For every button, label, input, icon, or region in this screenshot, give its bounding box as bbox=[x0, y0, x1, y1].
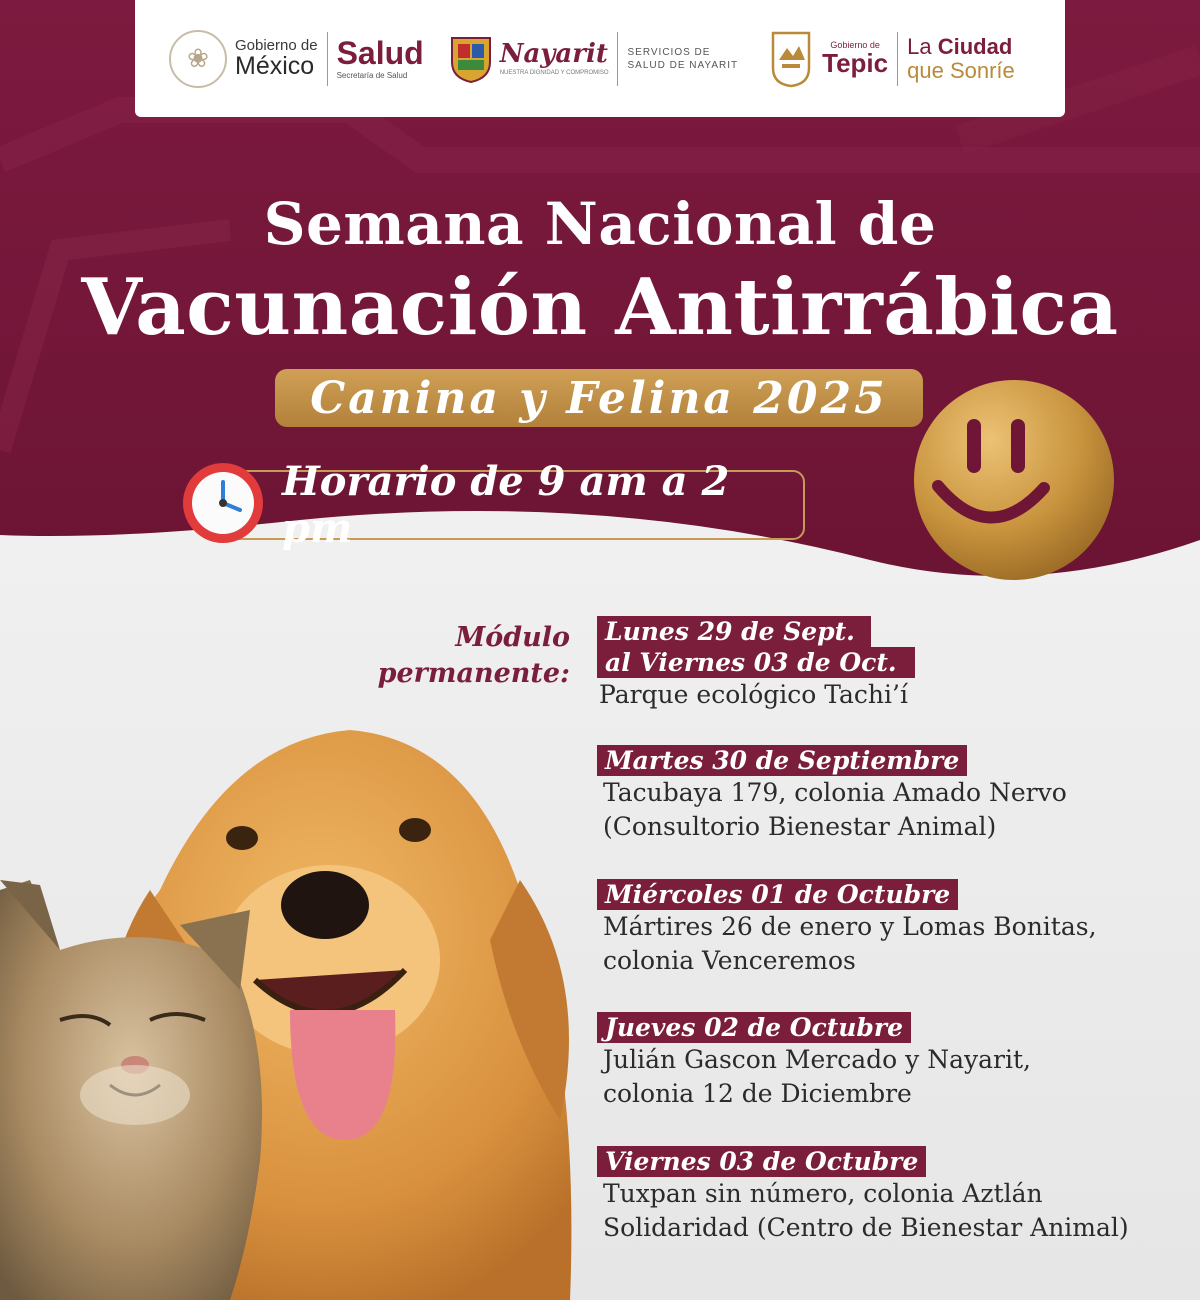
address-line: colonia Venceremos bbox=[603, 946, 856, 975]
address-line: Tacubaya 179, colonia Amado Nervo bbox=[603, 778, 1067, 807]
address-line: Parque ecológico Tachi’í bbox=[599, 680, 908, 709]
date-tag: Viernes 03 de Octubre bbox=[597, 1146, 926, 1177]
date-tag: al Viernes 03 de Oct. bbox=[597, 647, 915, 678]
salud-sub: Secretaría de Salud bbox=[336, 71, 408, 80]
gobierno-line2: México bbox=[235, 52, 315, 81]
logo-bar bbox=[135, 0, 1065, 117]
tepic-small: Gobierno de bbox=[830, 40, 880, 50]
nayarit-sub: NUESTRA DIGNIDAD Y COMPROMISO bbox=[499, 70, 609, 76]
smiley-face-icon bbox=[912, 378, 1116, 582]
divider bbox=[617, 32, 618, 86]
title-line1: Semana Nacional de bbox=[263, 190, 937, 258]
subtitle-pill bbox=[275, 369, 923, 427]
schedule-entry bbox=[597, 745, 1197, 844]
schedule-entry bbox=[597, 1012, 1197, 1111]
servicios-line2: SALUD DE NAYARIT bbox=[627, 59, 739, 71]
address-line: Tuxpan sin número, colonia Aztlán bbox=[603, 1179, 1043, 1208]
ciudad-la: La bbox=[907, 34, 938, 60]
salud-label: Salud bbox=[336, 35, 424, 71]
address-line: Mártires 26 de enero y Lomas Bonitas, bbox=[603, 912, 1097, 941]
address-line: Solidaridad (Centro de Bienestar Animal) bbox=[603, 1213, 1129, 1242]
date-tag: Jueves 02 de Octubre bbox=[597, 1012, 911, 1043]
servicios-line1: SERVICIOS DE bbox=[627, 46, 711, 58]
nayarit-shield-icon bbox=[448, 34, 494, 84]
schedule-entry bbox=[597, 616, 1197, 712]
hours-text: Horario de 9 am a 2 pm bbox=[282, 458, 730, 552]
gobierno-line1: Gobierno de bbox=[235, 36, 318, 54]
gobierno-mexico-logo bbox=[169, 30, 424, 88]
dog-and-cat-illustration bbox=[0, 720, 600, 1300]
modulo-line2: permanente: bbox=[377, 657, 570, 689]
tepic-name: Tepic bbox=[822, 48, 889, 78]
nayarit-logo bbox=[424, 32, 738, 86]
tepic-shield-icon bbox=[770, 30, 812, 88]
clock-icon bbox=[180, 460, 266, 546]
ciudad-word: Ciudad bbox=[937, 34, 1013, 60]
tepic-logo bbox=[738, 30, 1015, 88]
address-line: Julián Gascon Mercado y Nayarit, bbox=[603, 1045, 1031, 1074]
modulo-line1: Módulo bbox=[455, 622, 570, 653]
divider bbox=[327, 32, 328, 86]
modulo-permanente-label bbox=[330, 620, 570, 691]
date-tag: Lunes 29 de Sept. bbox=[597, 616, 871, 647]
ciudad-line2: que Sonríe bbox=[907, 57, 1015, 83]
address-line: (Consultorio Bienestar Animal) bbox=[603, 812, 997, 841]
eagle-seal-icon: ❀ bbox=[169, 30, 227, 88]
schedule-entry bbox=[597, 879, 1197, 978]
divider bbox=[897, 32, 898, 86]
subtitle-text: Canina y Felina 2025 bbox=[310, 372, 888, 424]
title-line2: Vacunación Antirrábica bbox=[81, 262, 1119, 353]
date-tag: Miércoles 01 de Octubre bbox=[597, 879, 958, 910]
schedule-entry bbox=[597, 1146, 1197, 1245]
date-tag: Martes 30 de Septiembre bbox=[597, 745, 967, 776]
address-line: colonia 12 de Diciembre bbox=[603, 1079, 912, 1108]
nayarit-name: Nayarit bbox=[499, 39, 608, 69]
hours-pill bbox=[210, 458, 805, 552]
